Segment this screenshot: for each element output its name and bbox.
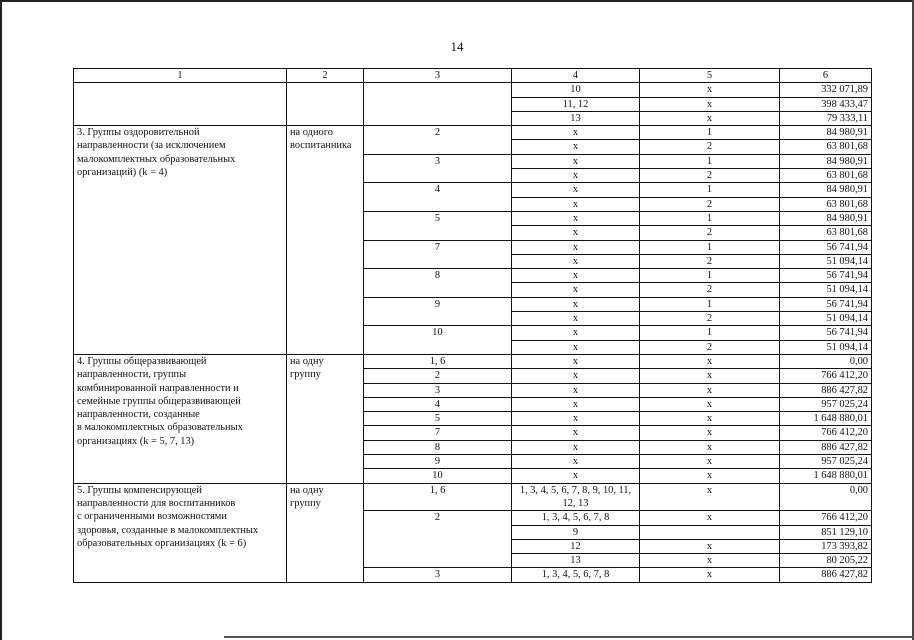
unit-cell <box>287 483 364 582</box>
group-description-line: с ограниченными возможностями <box>77 511 227 523</box>
cell-stay-mode: 1 <box>640 183 780 197</box>
page-number: 14 <box>450 39 464 54</box>
group-description-line: 3. Группы оздоровительной <box>77 127 200 139</box>
cell-stay-mode: 1 <box>640 154 780 168</box>
cell-amount: 63 801,68 <box>780 169 872 183</box>
unit-line: группу <box>290 497 321 509</box>
cell-amount: 886 427,82 <box>780 440 872 454</box>
cell-group-numbers: x <box>512 354 640 368</box>
cell-stay-mode: x <box>640 483 780 511</box>
tariff-table <box>73 68 872 583</box>
cell-group-numbers: 10 <box>512 83 640 97</box>
cell-amount: 851 129,10 <box>780 525 872 539</box>
cell-age-category: 4 <box>364 183 512 212</box>
group-description <box>74 126 287 355</box>
cell-group-numbers: x <box>512 240 640 254</box>
cell-stay-mode: x <box>640 412 780 426</box>
unit-line: воспитанника <box>290 140 352 152</box>
cell-stay-mode: x <box>640 455 780 469</box>
cell-group-numbers: x <box>512 440 640 454</box>
cell-amount: 51 094,14 <box>780 312 872 326</box>
empty-cell <box>74 83 287 126</box>
cell-amount: 173 393,82 <box>780 539 872 553</box>
cell-amount: 56 741,94 <box>780 297 872 311</box>
scan-left-edge <box>0 0 2 640</box>
cell-amount: 84 980,91 <box>780 126 872 140</box>
cell-stay-mode: x <box>640 369 780 383</box>
group-description-line: 4. Группы общеразвивающей <box>77 355 207 367</box>
table-row <box>74 483 872 511</box>
cell-group-numbers: x <box>512 297 640 311</box>
cell-amount: 56 741,94 <box>780 240 872 254</box>
cell-amount: 398 433,47 <box>780 97 872 111</box>
cell-group-numbers: 13 <box>512 111 640 125</box>
cell-amount: 766 412,20 <box>780 426 872 440</box>
table-row <box>74 83 872 97</box>
column-number: 4 <box>512 69 640 83</box>
cell-amount: 56 741,94 <box>780 326 872 340</box>
cell-age-category: 9 <box>364 297 512 326</box>
cell-age-category: 4 <box>364 397 512 411</box>
cell-stay-mode: 1 <box>640 297 780 311</box>
group-description-line: комбинированной направленности и <box>77 382 239 394</box>
cell-stay-mode: 2 <box>640 169 780 183</box>
cell-group-numbers: x <box>512 183 640 197</box>
empty-cell <box>364 83 512 126</box>
unit-line: на одну <box>290 355 324 367</box>
column-number: 2 <box>287 69 364 83</box>
cell-group-numbers: x <box>512 426 640 440</box>
cell-amount: 766 412,20 <box>780 511 872 525</box>
column-number: 6 <box>780 69 872 83</box>
cell-age-category: 3 <box>364 383 512 397</box>
cell-stay-mode: 2 <box>640 340 780 354</box>
group-description-line: 5. Группы компенсирующей <box>77 484 202 496</box>
cell-group-numbers: 1, 3, 4, 5, 6, 7, 8 <box>512 511 640 525</box>
cell-age-category: 2 <box>364 511 512 568</box>
unit-cell <box>287 126 364 355</box>
unit-cell <box>287 354 364 483</box>
cell-amount: 84 980,91 <box>780 183 872 197</box>
scan-top-edge <box>0 0 914 2</box>
cell-age-category: 2 <box>364 126 512 155</box>
cell-group-numbers: x <box>512 269 640 283</box>
cell-group-numbers-line: 1, 3, 4, 5, 6, 7, 8, 9, 10, 11, <box>519 484 632 496</box>
cell-group-numbers: x <box>512 397 640 411</box>
cell-stay-mode: x <box>640 97 780 111</box>
cell-age-category: 1, 6 <box>364 483 512 511</box>
group-description-line: направленности, созданные <box>77 409 200 421</box>
cell-group-numbers: x <box>512 154 640 168</box>
cell-group-numbers: x <box>512 312 640 326</box>
group-description-line: малокомплектных образовательных <box>77 153 236 165</box>
group-description-line: организаций) (k = 4) <box>77 167 168 179</box>
cell-amount: 63 801,68 <box>780 226 872 240</box>
cell-age-category: 3 <box>364 568 512 582</box>
cell-stay-mode: 1 <box>640 211 780 225</box>
cell-stay-mode: x <box>640 469 780 483</box>
cell-stay-mode: x <box>640 383 780 397</box>
scan-bottom-edge <box>224 636 914 638</box>
cell-amount: 84 980,91 <box>780 154 872 168</box>
empty-cell <box>287 83 364 126</box>
cell-group-numbers: x <box>512 369 640 383</box>
group-description-line: направленности (за исключением <box>77 140 226 152</box>
cell-group-numbers: x <box>512 126 640 140</box>
cell-amount: 56 741,94 <box>780 269 872 283</box>
column-number-row <box>74 69 872 83</box>
cell-group-numbers: 11, 12 <box>512 97 640 111</box>
cell-stay-mode: 2 <box>640 140 780 154</box>
cell-group-numbers: x <box>512 383 640 397</box>
cell-amount: 957 025,24 <box>780 397 872 411</box>
cell-group-numbers: 13 <box>512 554 640 568</box>
cell-amount: 1 648 880,01 <box>780 469 872 483</box>
cell-age-category: 5 <box>364 211 512 240</box>
cell-group-numbers: x <box>512 140 640 154</box>
cell-age-category: 8 <box>364 269 512 298</box>
cell-stay-mode: 1 <box>640 126 780 140</box>
group-description <box>74 483 287 582</box>
cell-amount: 80 205,22 <box>780 554 872 568</box>
cell-stay-mode: x <box>640 539 780 553</box>
cell-group-numbers: x <box>512 283 640 297</box>
cell-stay-mode: 2 <box>640 312 780 326</box>
unit-line: группу <box>290 369 321 381</box>
cell-group-numbers-line: 12, 13 <box>562 497 589 509</box>
cell-amount: 84 980,91 <box>780 211 872 225</box>
cell-stay-mode: x <box>640 568 780 582</box>
group-description-line: организациях (k = 5, 7, 13) <box>77 435 195 447</box>
cell-group-numbers: x <box>512 169 640 183</box>
cell-amount: 51 094,14 <box>780 340 872 354</box>
cell-stay-mode: x <box>640 426 780 440</box>
cell-age-category: 9 <box>364 455 512 469</box>
cell-stay-mode: 1 <box>640 269 780 283</box>
group-description-line: здоровья, созданные в малокомплектных <box>77 524 259 536</box>
group-description-line: в малокомплектных образовательных <box>77 422 243 434</box>
column-number: 1 <box>74 69 287 83</box>
cell-amount: 63 801,68 <box>780 197 872 211</box>
group-description-line: направленности для воспитанников <box>77 497 236 509</box>
cell-age-category: 7 <box>364 426 512 440</box>
cell-group-numbers: 12 <box>512 539 640 553</box>
cell-stay-mode: x <box>640 354 780 368</box>
cell-stay-mode: x <box>640 83 780 97</box>
cell-group-numbers: 9 <box>512 525 640 539</box>
cell-stay-mode: x <box>640 111 780 125</box>
cell-amount: 63 801,68 <box>780 140 872 154</box>
cell-amount: 51 094,14 <box>780 254 872 268</box>
cell-stay-mode: x <box>640 511 780 525</box>
unit-line: на одного <box>290 127 333 139</box>
cell-stay-mode: 2 <box>640 283 780 297</box>
group-description <box>74 354 287 483</box>
cell-age-category: 3 <box>364 154 512 183</box>
table-row <box>74 126 872 140</box>
cell-age-category: 10 <box>364 469 512 483</box>
cell-stay-mode: 2 <box>640 254 780 268</box>
cell-age-category: 1, 6 <box>364 354 512 368</box>
cell-stay-mode: x <box>640 397 780 411</box>
cell-amount: 1 648 880,01 <box>780 412 872 426</box>
cell-amount: 0,00 <box>780 483 872 511</box>
cell-amount: 886 427,82 <box>780 383 872 397</box>
cell-group-numbers: x <box>512 211 640 225</box>
cell-amount: 957 025,24 <box>780 455 872 469</box>
cell-group-numbers: x <box>512 326 640 340</box>
cell-age-category: 2 <box>364 369 512 383</box>
cell-stay-mode: 2 <box>640 226 780 240</box>
cell-group-numbers: x <box>512 226 640 240</box>
cell-group-numbers <box>512 483 640 511</box>
table-row <box>74 354 872 368</box>
cell-age-category: 5 <box>364 412 512 426</box>
cell-group-numbers: x <box>512 469 640 483</box>
cell-age-category: 8 <box>364 440 512 454</box>
cell-amount: 332 071,89 <box>780 83 872 97</box>
cell-group-numbers: x <box>512 455 640 469</box>
column-number: 3 <box>364 69 512 83</box>
cell-group-numbers: x <box>512 254 640 268</box>
cell-group-numbers: x <box>512 340 640 354</box>
column-number: 5 <box>640 69 780 83</box>
unit-line: на одну <box>290 484 324 496</box>
cell-age-category: 10 <box>364 326 512 355</box>
cell-amount: 79 333,11 <box>780 111 872 125</box>
cell-amount: 51 094,14 <box>780 283 872 297</box>
cell-stay-mode: 1 <box>640 240 780 254</box>
cell-amount: 766 412,20 <box>780 369 872 383</box>
cell-amount: 886 427,82 <box>780 568 872 582</box>
group-description-line: семейные группы общеразвивающей <box>77 395 241 407</box>
cell-group-numbers: 1, 3, 4, 5, 6, 7, 8 <box>512 568 640 582</box>
cell-group-numbers: x <box>512 412 640 426</box>
cell-stay-mode: 2 <box>640 197 780 211</box>
cell-amount: 0,00 <box>780 354 872 368</box>
group-description-line: направленности, группы <box>77 369 187 381</box>
cell-group-numbers: x <box>512 197 640 211</box>
group-description-line: образовательных организациях (k = 6) <box>77 537 247 549</box>
cell-stay-mode: 1 <box>640 326 780 340</box>
cell-stay-mode <box>640 525 780 539</box>
cell-age-category: 7 <box>364 240 512 269</box>
cell-stay-mode: x <box>640 554 780 568</box>
cell-stay-mode: x <box>640 440 780 454</box>
